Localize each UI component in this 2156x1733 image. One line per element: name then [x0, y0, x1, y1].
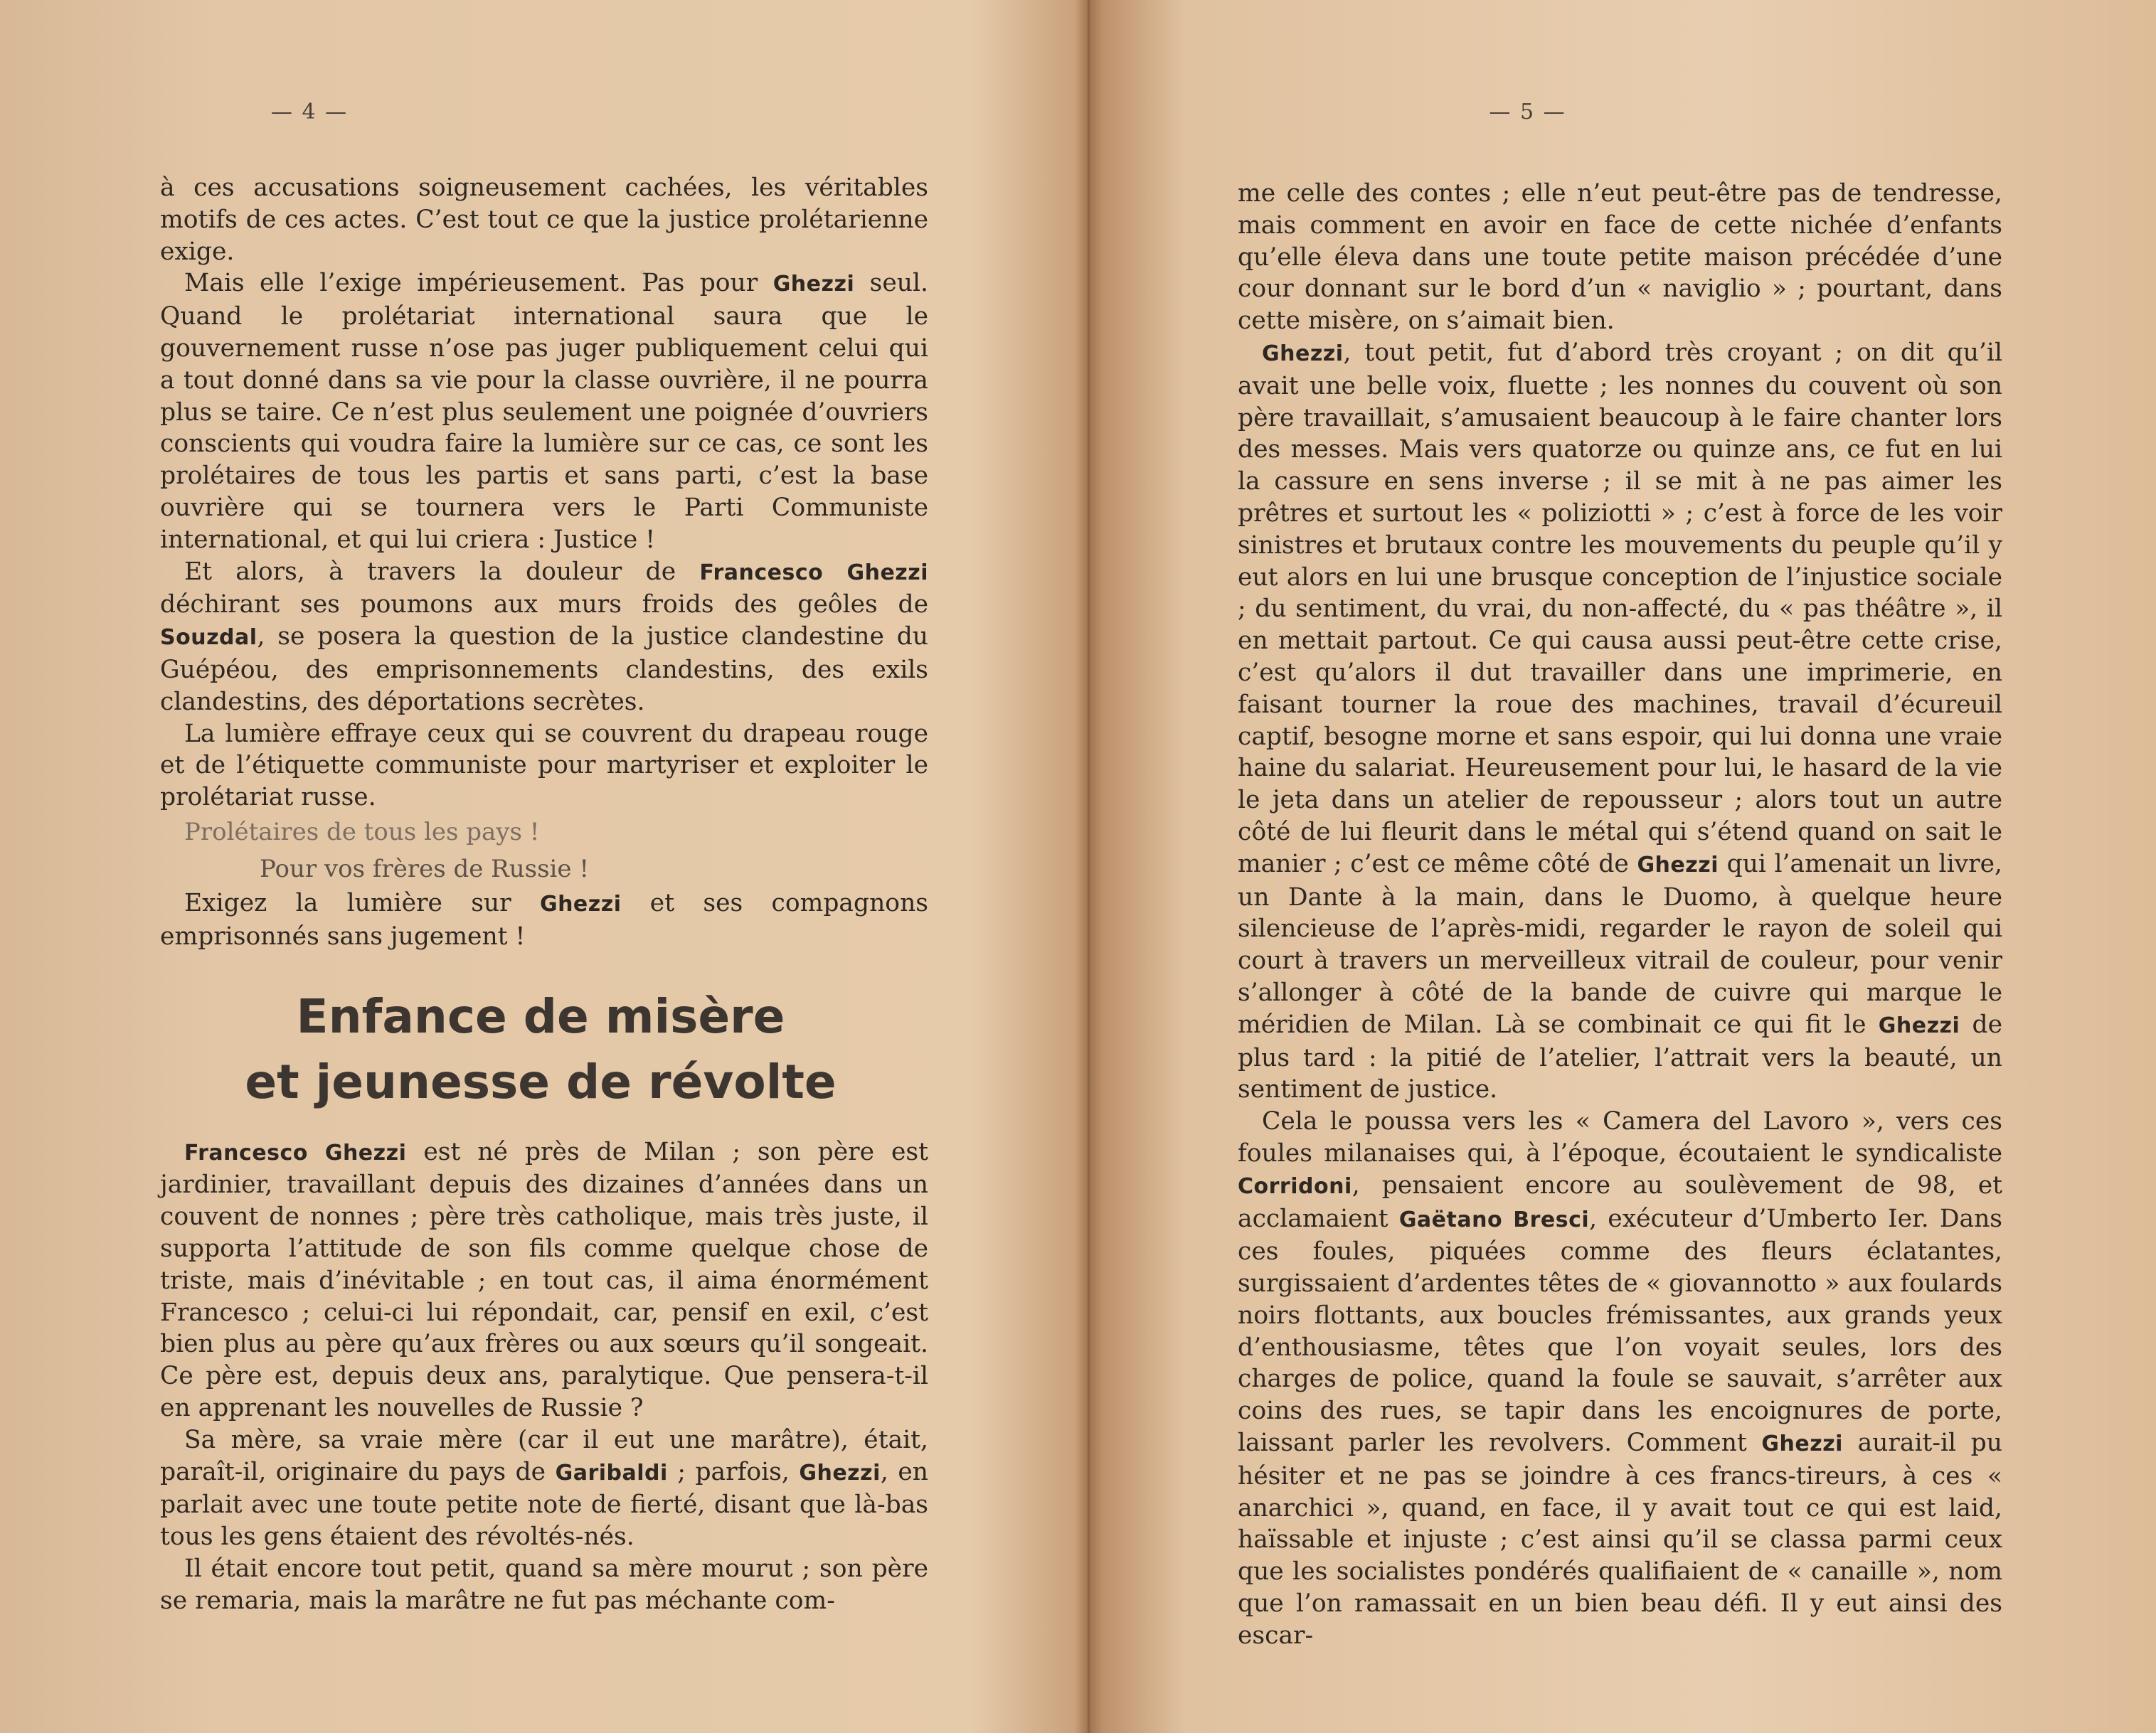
bold-name: Garibaldi	[555, 1460, 668, 1486]
verse-line-2: Pour vos frères de Russie !	[260, 854, 590, 883]
left-bottom-paragraphs	[160, 1136, 928, 1617]
paragraph	[1238, 337, 2002, 1106]
text-run: , tout petit, fut d’abord très croyant ; on dit qu’il avait une belle voix, fluette ; les nonnes du couvent où son père travaillait, s’amusaient beaucoup à le faire chanter lors des messes. Mais vers quatorze ou quinze ans, ce fut en lui la cassure en sens inverse ; il se mit à ne pas aimer les prêtres et surtout les « poliziotti » ; c’est à force de les voir sinistres et brutaux contre les mouvements du peuple qu’il y eut alors en lui une brusque conception de l’injustice sociale ; du sentiment, du vrai, du non-affecté, du « pas théâtre », il en mettait partout. Ce qui causa aussi peut-être cette crise, c’est qu’alors il dut travailler dans une imprimerie, en faisant tourner la roue des machines, travail d’écureuil captif, besogne morne et sans espoir, qui lui donna une vraie haine du salariat. Heureusement pour lui, le hasard de la vie le jeta dans un atelier de repousseur ; alors tout un autre côté de lui fleurit dans le métal qui s’étend quand on sait le manier ; c’est ce même côté de	[1238, 338, 2002, 878]
verse-line-1: Prolétaires de tous les pays !	[184, 817, 540, 846]
paragraph	[160, 556, 928, 718]
bold-name: Ghezzi	[799, 1460, 881, 1486]
bold-name: Ghezzi	[1637, 852, 1719, 878]
text-run: Et alors, à travers la douleur de	[184, 557, 700, 586]
bold-name: Ghezzi	[1761, 1431, 1843, 1457]
bold-name: Ghezzi	[1262, 341, 1344, 366]
paragraph-after-verse	[160, 887, 928, 953]
text-run: aurait-il pu hésiter et ne pas se joindre à ces francs-tireurs, à ces « anarchici », quand, en face, il y avait tout ce qui est laid, haïssable et injuste ; c’est ainsi qu’il se classa parmi ceux que les socialistes pondérés qualifiaient de « canaille », nom que l’on ramassait en un bien beau défi. Il y eut ainsi des escar-	[1238, 1429, 2002, 1650]
text-run: , pensaient encore au soulèvement de 98, et acclamaient	[1238, 1171, 2002, 1233]
paragraph	[160, 1424, 928, 1553]
paragraph	[1238, 178, 2002, 337]
left-page-text	[160, 172, 928, 1616]
text-run: Exigez la lumière sur	[184, 888, 540, 917]
bold-name: Ghezzi	[1878, 1013, 1960, 1038]
text-run: Cela le poussa vers les « Camera del Lavoro », vers ces foules milanaises qui, à l’époque, écoutaient le syndicaliste	[1238, 1107, 2002, 1168]
page-number-left: — 4 —	[270, 100, 349, 124]
right-page	[1238, 0, 2002, 1733]
paragraph	[160, 1136, 928, 1424]
page-number-right: — 5 —	[1489, 100, 1566, 124]
bold-name: Souzdal	[160, 625, 257, 651]
text-run: , en parlait avec une toute petite note de fierté, disant que là-bas tous les gens étaient des révoltés-nés.	[160, 1457, 928, 1552]
paragraph	[160, 1553, 928, 1617]
paragraph	[160, 718, 928, 814]
bold-name: Ghezzi	[772, 272, 855, 297]
bold-name: Ghezzi	[539, 891, 622, 917]
text-run: qui l’amenait un livre, un Dante à la main, dans le Duomo, à quelque heure silencieuse de l’après-midi, regarder le rayon de soleil qui court à travers un merveilleux vitrail de couleur, pour venir s’allonger à côté de la bande de cuivre qui marque le méridien de Milan. Là se combinait ce qui fit le	[1238, 849, 2002, 1039]
section-heading-line-1: Enfance de misère	[296, 988, 785, 1044]
text-run: La lumière effraye ceux qui se couvrent du drapeau rouge et de l’étiquette communiste pour martyriser et exploiter le prolétariat russe.	[160, 719, 928, 812]
paragraph	[160, 267, 928, 555]
right-page-text	[1238, 178, 2002, 1652]
text-run: est né près de Milan ; son père est jardinier, travaillant depuis des dizaines d’années dans un couvent de nonnes ; père très catholique, mais très juste, il supporta l’attitude de son fils comme quelque chose de triste, mais d’inévitable ; en tout cas, il aima énormément Francesco ; celui-ci lui répondait, car, pensif en exil, c’est bien plus au père qu’aux frères ou aux sœurs qu’il songeait. Ce père est, depuis deux ans, paralytique. Que pensera-t-il en apprenant les nouvelles de Russie ?	[160, 1137, 929, 1422]
text-run: seul. Quand le prolétariat international saura que le gouvernement russe n’ose pas juger publiquement celui qui a tout donné dans sa vie pour la classe ouvrière, il ne pourra plus se taire. Ce n’est plus seulement une poignée d’ouvriers conscients qui voudra faire la lumière sur ce cas, ce sont les prolétaires de tous les partis et sans parti, c’est la base ouvrière qui se tournera vers le Parti Communiste international, et qui lui criera : Justice !	[160, 269, 928, 554]
text-run: Sa mère, sa vraie mère (car il eut une marâtre), était, paraît-il, originaire du pays de	[160, 1425, 928, 1486]
paragraph	[160, 887, 928, 953]
bold-name: Corridoni	[1238, 1173, 1352, 1199]
section-heading-line-2: et jeunesse de révolte	[245, 1054, 837, 1109]
text-run: de plus tard : la pitié de l’atelier, l’attrait vers la beauté, un sentiment de justice.	[1238, 1010, 2003, 1104]
text-run: me celle des contes ; elle n’eut peut-être pas de tendresse, mais comment en avoir en face de cette nichée d’enfants qu’elle éleva dans une toute petite maison précédée d’une cour donnant sur le bord d’un « naviglio » ; pourtant, dans cette misère, on s’aimait bien.	[1238, 179, 2002, 336]
text-run: Il était encore tout petit, quand sa mère mourut ; son père se remaria, mais la marâtre ne fut pas méchante com-	[160, 1554, 928, 1615]
left-top-paragraphs	[160, 172, 928, 814]
left-page	[160, 0, 928, 1733]
text-run: et ses compagnons emprisonnés sans jugement !	[160, 888, 928, 951]
text-run: déchirant ses poumons aux murs froids des geôles de	[160, 590, 928, 619]
bold-name: Gaëtano Bresci	[1398, 1207, 1590, 1232]
paragraph	[160, 172, 928, 267]
right-paragraphs	[1238, 178, 2002, 1652]
bold-name: Francesco Ghezzi	[699, 560, 928, 585]
book-gutter	[1074, 0, 1103, 1733]
text-run: ; parfois,	[667, 1457, 800, 1486]
text-run: à ces accusations soigneusement cachées, les véritables motifs de ces actes. C’est tout ce que la justice prolétarienne exige.	[160, 174, 928, 266]
text-run: , se posera la question de la justice clandestine du Guépéou, des emprisonnements clandestins, des exils clandestins, des déportations secrètes.	[160, 622, 928, 716]
text-run: , exécuteur d’Umberto Ier. Dans ces foules, piquées comme des fleurs éclatantes, surgissaient d’ardentes têtes de « giovannotto » aux foulards noirs flottants, aux boucles frémissantes, aux grands yeux d’enthousiasme, têtes que l’on voyait seules, lors des charges de police, quand la foule se sauvait, s’arrêter aux coins des rues, se tapir dans les encoignures de porte, laissant parler les revolvers. Comment	[1238, 1204, 2002, 1458]
text-run: Mais elle l’exige impérieusement. Pas pour	[184, 269, 773, 298]
section-heading	[153, 984, 928, 1115]
paragraph	[1238, 1106, 2002, 1652]
bold-name: Francesco Ghezzi	[184, 1140, 407, 1166]
